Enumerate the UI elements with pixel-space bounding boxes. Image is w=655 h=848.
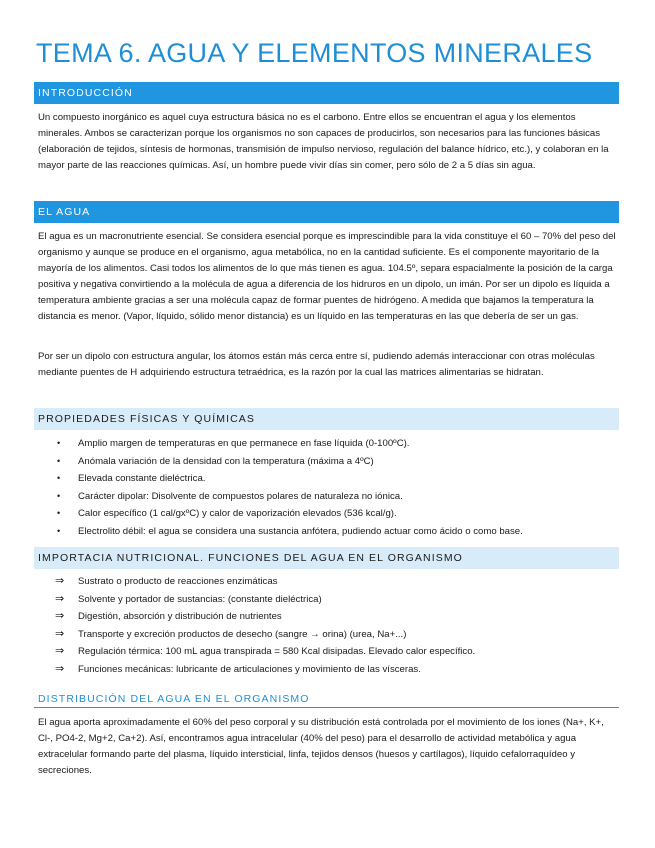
list-item: • Amplio margen de temperaturas en que permanece en fase líquida (0-100ºC). [38,435,618,453]
section-heading-propiedades: PROPIEDADES FÍSICAS Y QUÍMICAS [34,408,619,430]
list-item: • Electrolito débil: el agua se considera una sustancia anfótera, pudiendo actuar como ácido o como base. [38,523,618,541]
funciones-list [38,573,618,678]
bullet-icon: • [57,490,61,501]
section-heading-importancia: IMPORTACIA NUTRICIONAL. FUNCIONES DEL AGUA EN EL ORGANISMO [34,547,619,569]
double-arrow-icon: ⇒ [55,627,65,640]
double-arrow-icon: ⇒ [55,575,65,587]
bullet-icon: • [57,525,61,536]
intro-paragraph: Un compuesto inorgánico es aquel cuya estructura básica no es el carbono. Entre ellos se encuentran el agua y los elementos minerales. Ambos se caracterizan porque los organismos no son capaces de producirlos, son necesarios para las funciones básicas (elaboración de tejidos, síntesis de hormonas, transmisión de impulso nervioso, regulación del balance hídrico, etc.), y colaboran en la mayor parte de las reacciones químicas. Así, un hombre puede vivir días sin comer, pero sólo de 2 a 5 días sin agua. [38,112,609,171]
section-heading-el-agua: EL AGUA [34,201,619,223]
double-arrow-icon: ⇒ [55,592,65,605]
bullet-icon: • [57,508,61,518]
distribucion-paragraph: El agua aporta aproximadamente el 60% del peso corporal y su distribución está controlada por el movimiento de los iones (Na+, K+, Cl-, PO4-2, Mg+2, Ca+2). Así, encontramos agua intracelular (40% del peso) para el desarrollo de actividad metabólica y agua extracelular formando parte del plasma, líquido intersticial, linfa, tejidos densos (huesos y cartílagos), líquido cefalorraquídeo y secreciones. [38,717,604,776]
list-item: • Elevada constante dieléctrica. [38,470,618,488]
list-item: ⇒ Regulación térmica: 100 mL agua transpirada = 580 Kcal disipadas. Elevado calor específico. [38,643,618,661]
double-arrow-icon: ⇒ [55,645,65,657]
bullet-icon: • [57,473,61,483]
list-item: ⇒ Solvente y portador de sustancias: (constante dieléctrica) [38,591,618,609]
list-item: ⇒ Digestión, absorción y distribución de nutrientes [38,608,618,626]
section-heading-distribucion: DISTRIBUCIÓN DEL AGUA EN EL ORGANISMO [34,692,619,708]
double-arrow-icon: ⇒ [55,610,65,622]
list-item: ⇒ Sustrato o producto de reacciones enzimáticas [38,573,618,591]
agua-paragraph-1: El agua es un macronutriente esencial. Se considera esencial porque es imprescindible para la vida constituye el 60 – 70% del peso del organismo y aunque se produce en el organismo, agua metabólica, no en la cantidad suficiente. Es el componente mayoritario de la mayoría de los alimentos. Casi todos los alimentos de lo que más tienen es agua. 104.5º, separa espacialmente la posición de la carga positiva y negativa convirtiendo a la molécula de agua a diferencia de los hidruros en un dipolo, un imán. Por ser un dipolo es líquida a temperatura ambiente gracias a ser una molécula capaz de formar puentes de hidrógeno. A medida que bajamos la temperatura la distancia es menor. (Vapor, líquido, sólido menor distancia) es un líquido en las temperaturas en las que debería de ser un gas. [38,231,616,322]
section-heading-introduccion: INTRODUCCIÓN [34,82,619,104]
agua-paragraph-2: Por ser un dipolo con estructura angular, los átomos están más cerca entre sí, pudiendo además interaccionar con otras moléculas mediante puentes de H adquiriendo estructura tetraédrica, es la razón por la cual las matrices alimentarias se hidratan. [38,351,595,378]
list-item: • Anómala variación de la densidad con la temperatura (máxima a 4ºC) [38,453,618,471]
double-arrow-icon: ⇒ [55,662,65,675]
list-item: • Carácter dipolar: Disolvente de compuestos polares de naturaleza no iónica. [38,488,618,506]
propiedades-list [38,435,618,540]
list-item: ⇒ Transporte y excreción productos de desecho (sangre → orina) (urea, Na+...) [38,626,618,644]
list-item: ⇒ Funciones mecánicas: lubricante de articulaciones y movimiento de las vísceras. [38,661,618,679]
bullet-icon: • [57,455,61,466]
page-title: TEMA 6. AGUA Y ELEMENTOS MINERALES [36,38,593,68]
list-item: • Calor específico (1 cal/gxºC) y calor de vaporización elevados (536 kcal/g). [38,505,618,523]
bullet-icon: • [57,438,61,448]
